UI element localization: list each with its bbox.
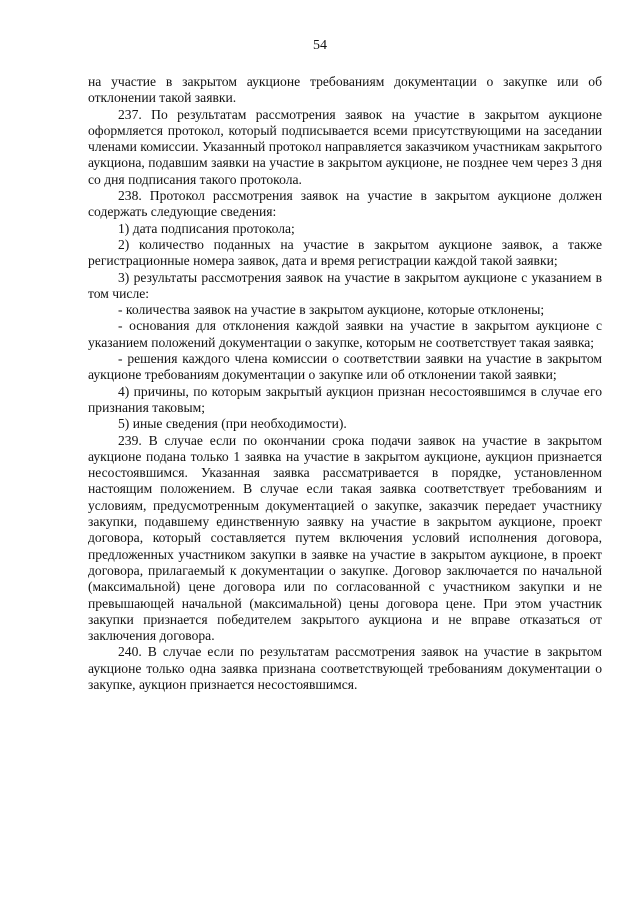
list-item-5: 5) иные сведения (при необходимости). [118, 416, 347, 432]
sub-item-rejected-count: - количества заявок на участие в закрытом аукционе, которые отклонены; [118, 302, 545, 318]
document-body [88, 74, 602, 693]
paragraph-240: 240. В случае если по результатам рассмотрения заявок на участие в закрытом аукционе только одна заявка признана соответствующей требованиям документации о закупке, аукцион признается несостоявшимся. [88, 644, 602, 692]
paragraph-239: 239. В случае если по окончании срока подачи заявок на участие в закрытом аукционе подана только 1 заявка на участие в закрытом аукционе, аукцион признается несостоявшимся. Указанная заявка рассматривается в порядке, установленном настоящим положением. В случае если такая заявка соответствует требованиям и условиям, предусмотренным документацией о закупке, заказчик передает участнику закупки, подавшему единственную заявку на участие в закрытом аукционе, проект договора, который составляется путем включения условий исполнения договора, предложенных участником закупки в заявке на участие в закрытом аукционе, в проект договора, прилагаемый к документации о закупке. Договор заключается по начальной (максимальной) цене договора или по согласованной с участником закупки и не превышающей начальной (максимальной) цены договора цене. При этом участник закупки признается победителем закрытого аукциона и не вправе отказаться от заключения договора. [88, 432, 602, 644]
paragraph-237: 237. По результатам рассмотрения заявок на участие в закрытом аукционе оформляется протокол, который подписывается всеми присутствующими на заседании членами комиссии. Указанный протокол направляется заказчиком участникам закрытого аукциона, подавшим заявки на участие в закрытом аукционе, не позднее чем через 3 дня со дня подписания такого протокола. [88, 106, 602, 187]
list-item-1: 1) дата подписания протокола; [118, 220, 295, 236]
sub-item-rejection-grounds: - основания для отклонения каждой заявки на участие в закрытом аукционе с указанием положений документации о закупке, которым не соответствует такая заявка; [88, 318, 602, 350]
sub-item-member-decisions: - решения каждого члена комиссии о соответствии заявки на участие в закрытом аукционе требованиям документации о закупке или об отклонении такой заявки; [88, 351, 602, 383]
list-item-4: 4) причины, по которым закрытый аукцион признан несостоявшимся в случае его признания таковым; [88, 383, 602, 415]
list-item-2: 2) количество поданных на участие в закрытом аукционе заявок, а также регистрационные номера заявок, дата и время регистрации каждой такой заявки; [88, 236, 602, 269]
page-number: 54 [313, 38, 327, 53]
paragraph-238: 238. Протокол рассмотрения заявок на участие в закрытом аукционе должен содержать следующие сведения: [88, 188, 602, 220]
list-item-3: 3) результаты рассмотрения заявок на участие в закрытом аукционе с указанием в том числе: [88, 269, 602, 301]
paragraph-continuation: на участие в закрытом аукционе требованиям документации о закупке или об отклонении такой заявки. [88, 74, 602, 106]
